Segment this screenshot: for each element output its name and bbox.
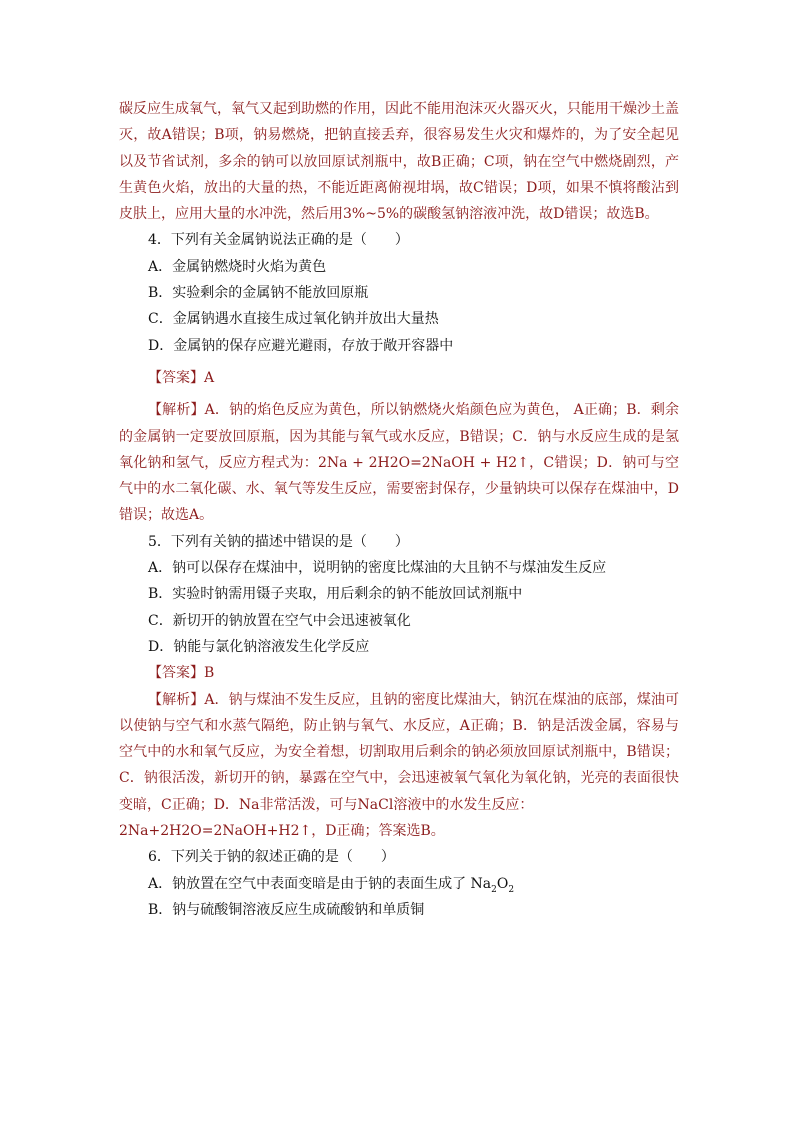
question-6-stem: 6．下列关于钠的叙述正确的是（ ）	[148, 849, 395, 866]
question-4-stem: 4．下列有关金属钠说法正确的是（ ）	[148, 232, 409, 249]
question-5-option-c: C．新切开的钠放置在空气中会迅速被氧化	[148, 612, 411, 629]
question-6-option-b: B．钠与硫酸铜溶液反应生成硫酸钠和单质铜	[148, 901, 425, 918]
question-6	[119, 844, 679, 923]
question-5	[119, 529, 679, 660]
question-4-option-d: D．金属钠的保存应避光避雨，存放于敞开容器中	[148, 337, 454, 354]
question-5-analysis	[119, 687, 679, 818]
option-a-formula-mid: O	[496, 875, 509, 892]
question-5-analysis-equation: 2Na+2H2O=2NaOH+H2↑，D正确；答案选B。	[119, 823, 445, 840]
question-4-option-b: B．实验剩余的金属钠不能放回原瓶	[148, 285, 369, 302]
question-5-answer	[119, 660, 679, 686]
answer-value: A	[204, 369, 215, 386]
question-4-option-c: C．金属钠遇水直接生成过氧化钠并放出大量热	[148, 311, 439, 328]
answer-label: 【答案】	[148, 665, 204, 682]
answer-label: 【答案】	[148, 369, 204, 386]
page-content	[119, 96, 679, 923]
analysis-text: A．钠的焰色反应为黄色，所以钠燃烧火焰颜色应为黄色， A正确；B．剩余的金属钠一定要放回原瓶，因为其能与氧气或水反应，B错误；C．钠与水反应生成的是氢氧化钠和氢气，反应方程式为：2Na + 2H2O=2NaOH + H2↑，C错误；D．钠可与空气中的水二氧化碳、水、氧气等发生反应，需要密封保存，少量钠块可以保存在煤油中，D错误；故选A。	[119, 402, 679, 524]
question-4-option-a: A．金属钠燃烧时火焰为黄色	[148, 258, 327, 275]
question-5-option-a: A．钠可以保存在煤油中，说明钠的密度比煤油的大且钠不与煤油发生反应	[148, 560, 607, 577]
subscript: 2	[491, 884, 497, 895]
analysis-label: 【解析】	[148, 691, 205, 708]
option-a-text: A．钠放置在空气中表面变暗是由于钠的表面生成了 Na	[148, 875, 492, 892]
question-4	[119, 227, 679, 358]
question-5-option-d: D．钠能与氯化钠溶液发生化学反应	[148, 638, 370, 655]
analysis-label: 【解析】	[148, 402, 205, 419]
analysis-text: A．钠与煤油不发生反应，且钠的密度比煤油大，钠沉在煤油的底部，煤油可以使钠与空气和水蒸气隔绝，防止钠与氧气、水反应，A正确；B．钠是活泼金属，容易与空气中的水和氧气反应，为安全着想，切割取用后剩余的钠必须放回原试剂瓶中，B错误；C．钠很活泼，新切开的钠，暴露在空气中，会迅速被氧气氧化为氧化钠，光亮的表面很快变暗，C正确；D．Na非常活泼，可与NaCl溶液中的水发生反应：	[119, 691, 679, 813]
question-5-option-b: B．实验时钠需用镊子夹取，用后剩余的钠不能放回试剂瓶中	[148, 586, 523, 603]
previous-explanation-continued: 碳反应生成氧气，氧气又起到助燃的作用，因此不能用泡沫灭火器灭火，只能用干燥沙土盖灭，故A错误；B项，钠易燃烧，把钠直接丢弃，很容易发生火灾和爆炸的，为了安全起见以及节省试剂，多余的钠可以放回原试剂瓶中，故B正确；C项，钠在空气中燃烧剧烈，产生黄色火焰，放出的大量的热，不能近距离俯视坩埚，故C错误；D项，如果不慎将酸沾到皮肤上，应用大量的水冲洗，然后用3%~5%的碳酸氢钠溶液冲洗，故D错误；故选B。	[119, 101, 679, 223]
question-6-option-a	[148, 871, 679, 897]
question-5-stem: 5．下列有关钠的描述中错误的是（ ）	[148, 533, 409, 550]
answer-value: B	[204, 665, 215, 682]
subscript: 2	[508, 884, 515, 895]
question-4-answer	[119, 365, 679, 391]
question-4-analysis	[119, 397, 679, 528]
